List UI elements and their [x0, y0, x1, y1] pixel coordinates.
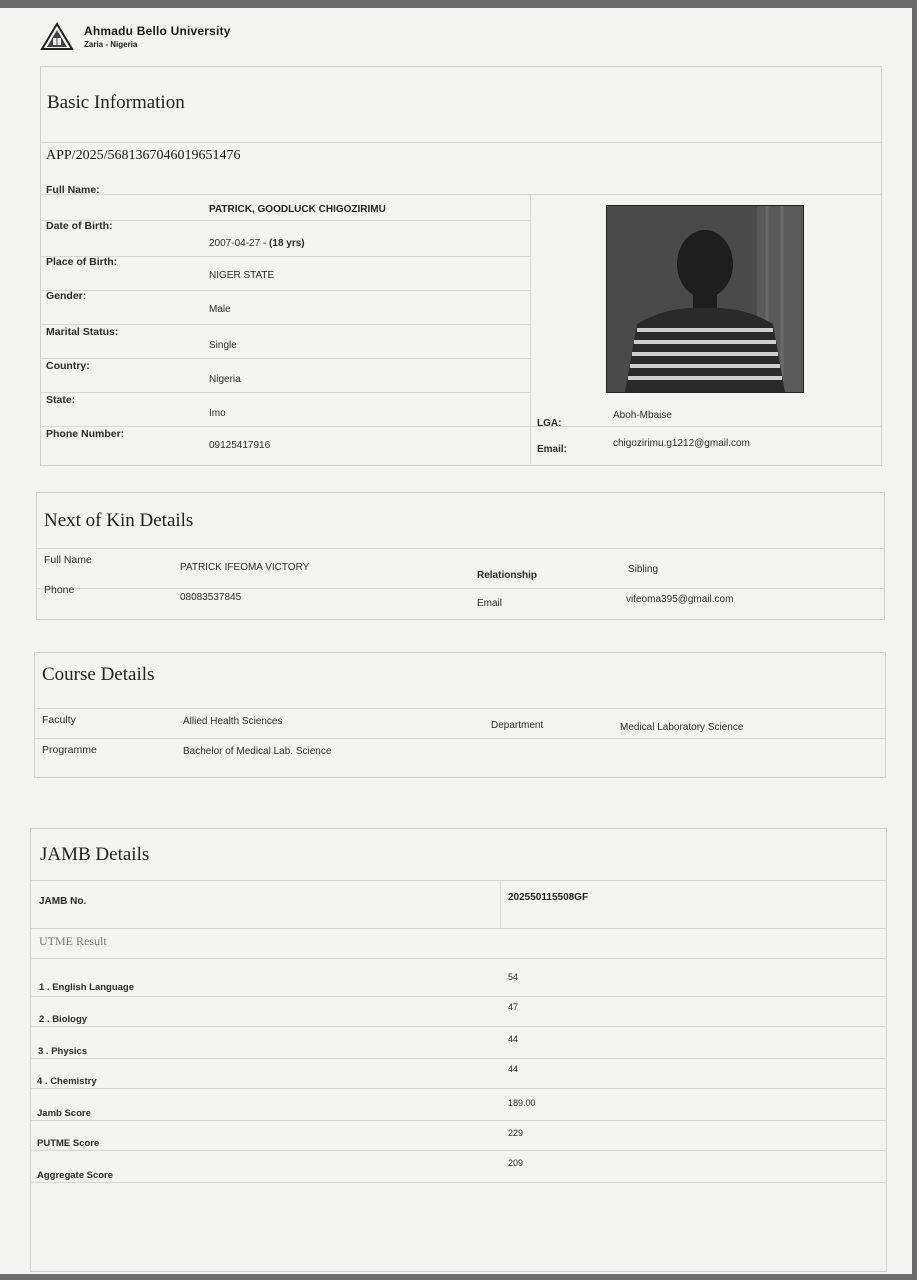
full-name-label: Full Name: — [46, 184, 100, 196]
state-label: State: — [46, 394, 76, 406]
row-divider — [40, 324, 530, 325]
subject-biology-score: 47 — [508, 1002, 519, 1012]
row-divider — [30, 1026, 886, 1027]
dob-age: (18 yrs) — [269, 238, 305, 249]
subject-chemistry-label: 4 . Chemistry — [37, 1076, 97, 1087]
lga-label: LGA: — [537, 418, 562, 429]
email-value: chigozirimu.g1212@gmail.com — [613, 438, 750, 449]
country-value: Nigeria — [209, 374, 241, 385]
course-title: Course Details — [42, 664, 155, 685]
utme-result-title: UTME Result — [39, 934, 107, 948]
phone-number-value: 09125417916 — [209, 440, 271, 451]
divider — [30, 958, 886, 959]
row-divider — [30, 1120, 886, 1121]
marital-status-label: Marital Status: — [46, 326, 119, 338]
subject-english-score: 54 — [508, 972, 519, 982]
applicant-photo — [606, 205, 804, 393]
application-number: APP/2025/5681367046019651476 — [46, 148, 241, 163]
lga-value: Aboh-Mbaise — [613, 410, 672, 421]
university-location: Zaria - Nigeria — [84, 40, 138, 49]
kin-full-name-label: Full Name — [44, 554, 92, 566]
row-divider — [30, 996, 886, 997]
kin-phone-label: Phone — [44, 584, 75, 596]
dob-label: Date of Birth: — [46, 220, 113, 232]
subject-physics-score: 44 — [508, 1034, 519, 1044]
country-label: Country: — [46, 360, 90, 372]
divider — [34, 708, 885, 709]
next-of-kin-title: Next of Kin Details — [44, 510, 194, 531]
aggregate-score-label: Aggregate Score — [37, 1170, 114, 1181]
jamb-score-value: 189.00 — [508, 1098, 536, 1108]
jamb-title: JAMB Details — [40, 844, 150, 865]
department-value: Medical Laboratory Science — [620, 722, 744, 733]
putme-score-label: PUTME Score — [37, 1138, 100, 1149]
row-divider — [40, 358, 530, 359]
row-divider — [34, 738, 885, 739]
university-name: Ahmadu Bello University — [84, 24, 231, 38]
divider — [30, 880, 886, 881]
faculty-value: Allied Health Sciences — [183, 716, 283, 727]
kin-email-label: Email — [477, 598, 503, 609]
putme-score-value: 229 — [508, 1128, 524, 1138]
faculty-label: Faculty — [42, 714, 76, 726]
document-page — [0, 8, 912, 1274]
subject-chemistry-score: 44 — [508, 1064, 519, 1074]
state-value: Imo — [209, 408, 226, 419]
subject-english-label: 1 . English Language — [39, 982, 135, 993]
applicant-photo-image — [607, 206, 803, 392]
row-divider — [30, 1150, 886, 1151]
full-name-value: PATRICK, GOODLUCK CHIGOZIRIMU — [209, 204, 386, 215]
divider — [530, 194, 531, 464]
subject-physics-label: 3 . Physics — [38, 1046, 88, 1057]
university-logo — [40, 22, 74, 52]
row-divider — [30, 1182, 886, 1183]
dob-value — [209, 238, 305, 249]
divider — [36, 548, 884, 549]
kin-phone-value: 08083537845 — [180, 592, 242, 603]
row-divider — [40, 220, 530, 221]
row-divider — [36, 588, 884, 589]
row-divider — [40, 392, 530, 393]
kin-relationship-label: Relationship — [477, 570, 538, 581]
divider — [40, 194, 881, 195]
divider — [30, 928, 886, 929]
place-of-birth-label: Place of Birth: — [46, 256, 118, 268]
kin-email-value: vifeoma395@gmail.com — [626, 594, 734, 605]
kin-full-name-value: PATRICK IFEOMA VICTORY — [180, 562, 310, 573]
aggregate-score-value: 209 — [508, 1158, 524, 1168]
basic-info-title: Basic Information — [47, 92, 185, 113]
programme-label: Programme — [42, 744, 97, 756]
programme-value: Bachelor of Medical Lab. Science — [183, 746, 332, 757]
marital-status-value: Single — [209, 340, 237, 351]
row-divider — [40, 290, 530, 291]
dob-date: 2007-04-27 - — [209, 238, 267, 249]
email-label: Email: — [537, 444, 568, 455]
row-divider — [30, 1058, 886, 1059]
kin-relationship-value: Sibling — [628, 564, 659, 575]
gender-label: Gender: — [46, 290, 87, 302]
phone-number-label: Phone Number: — [46, 428, 125, 440]
subject-biology-label: 2 . Biology — [39, 1014, 88, 1025]
divider — [500, 880, 501, 928]
jamb-no-value: 202550115508GF — [508, 892, 589, 903]
course-panel — [34, 652, 886, 778]
row-divider — [30, 1088, 886, 1089]
row-divider — [40, 426, 881, 427]
jamb-score-label: Jamb Score — [37, 1108, 91, 1119]
place-of-birth-value: NIGER STATE — [209, 270, 275, 281]
department-label: Department — [491, 720, 544, 731]
gender-value: Male — [209, 304, 231, 315]
jamb-panel — [30, 828, 887, 1272]
divider — [40, 142, 881, 143]
jamb-no-label: JAMB No. — [39, 896, 87, 907]
